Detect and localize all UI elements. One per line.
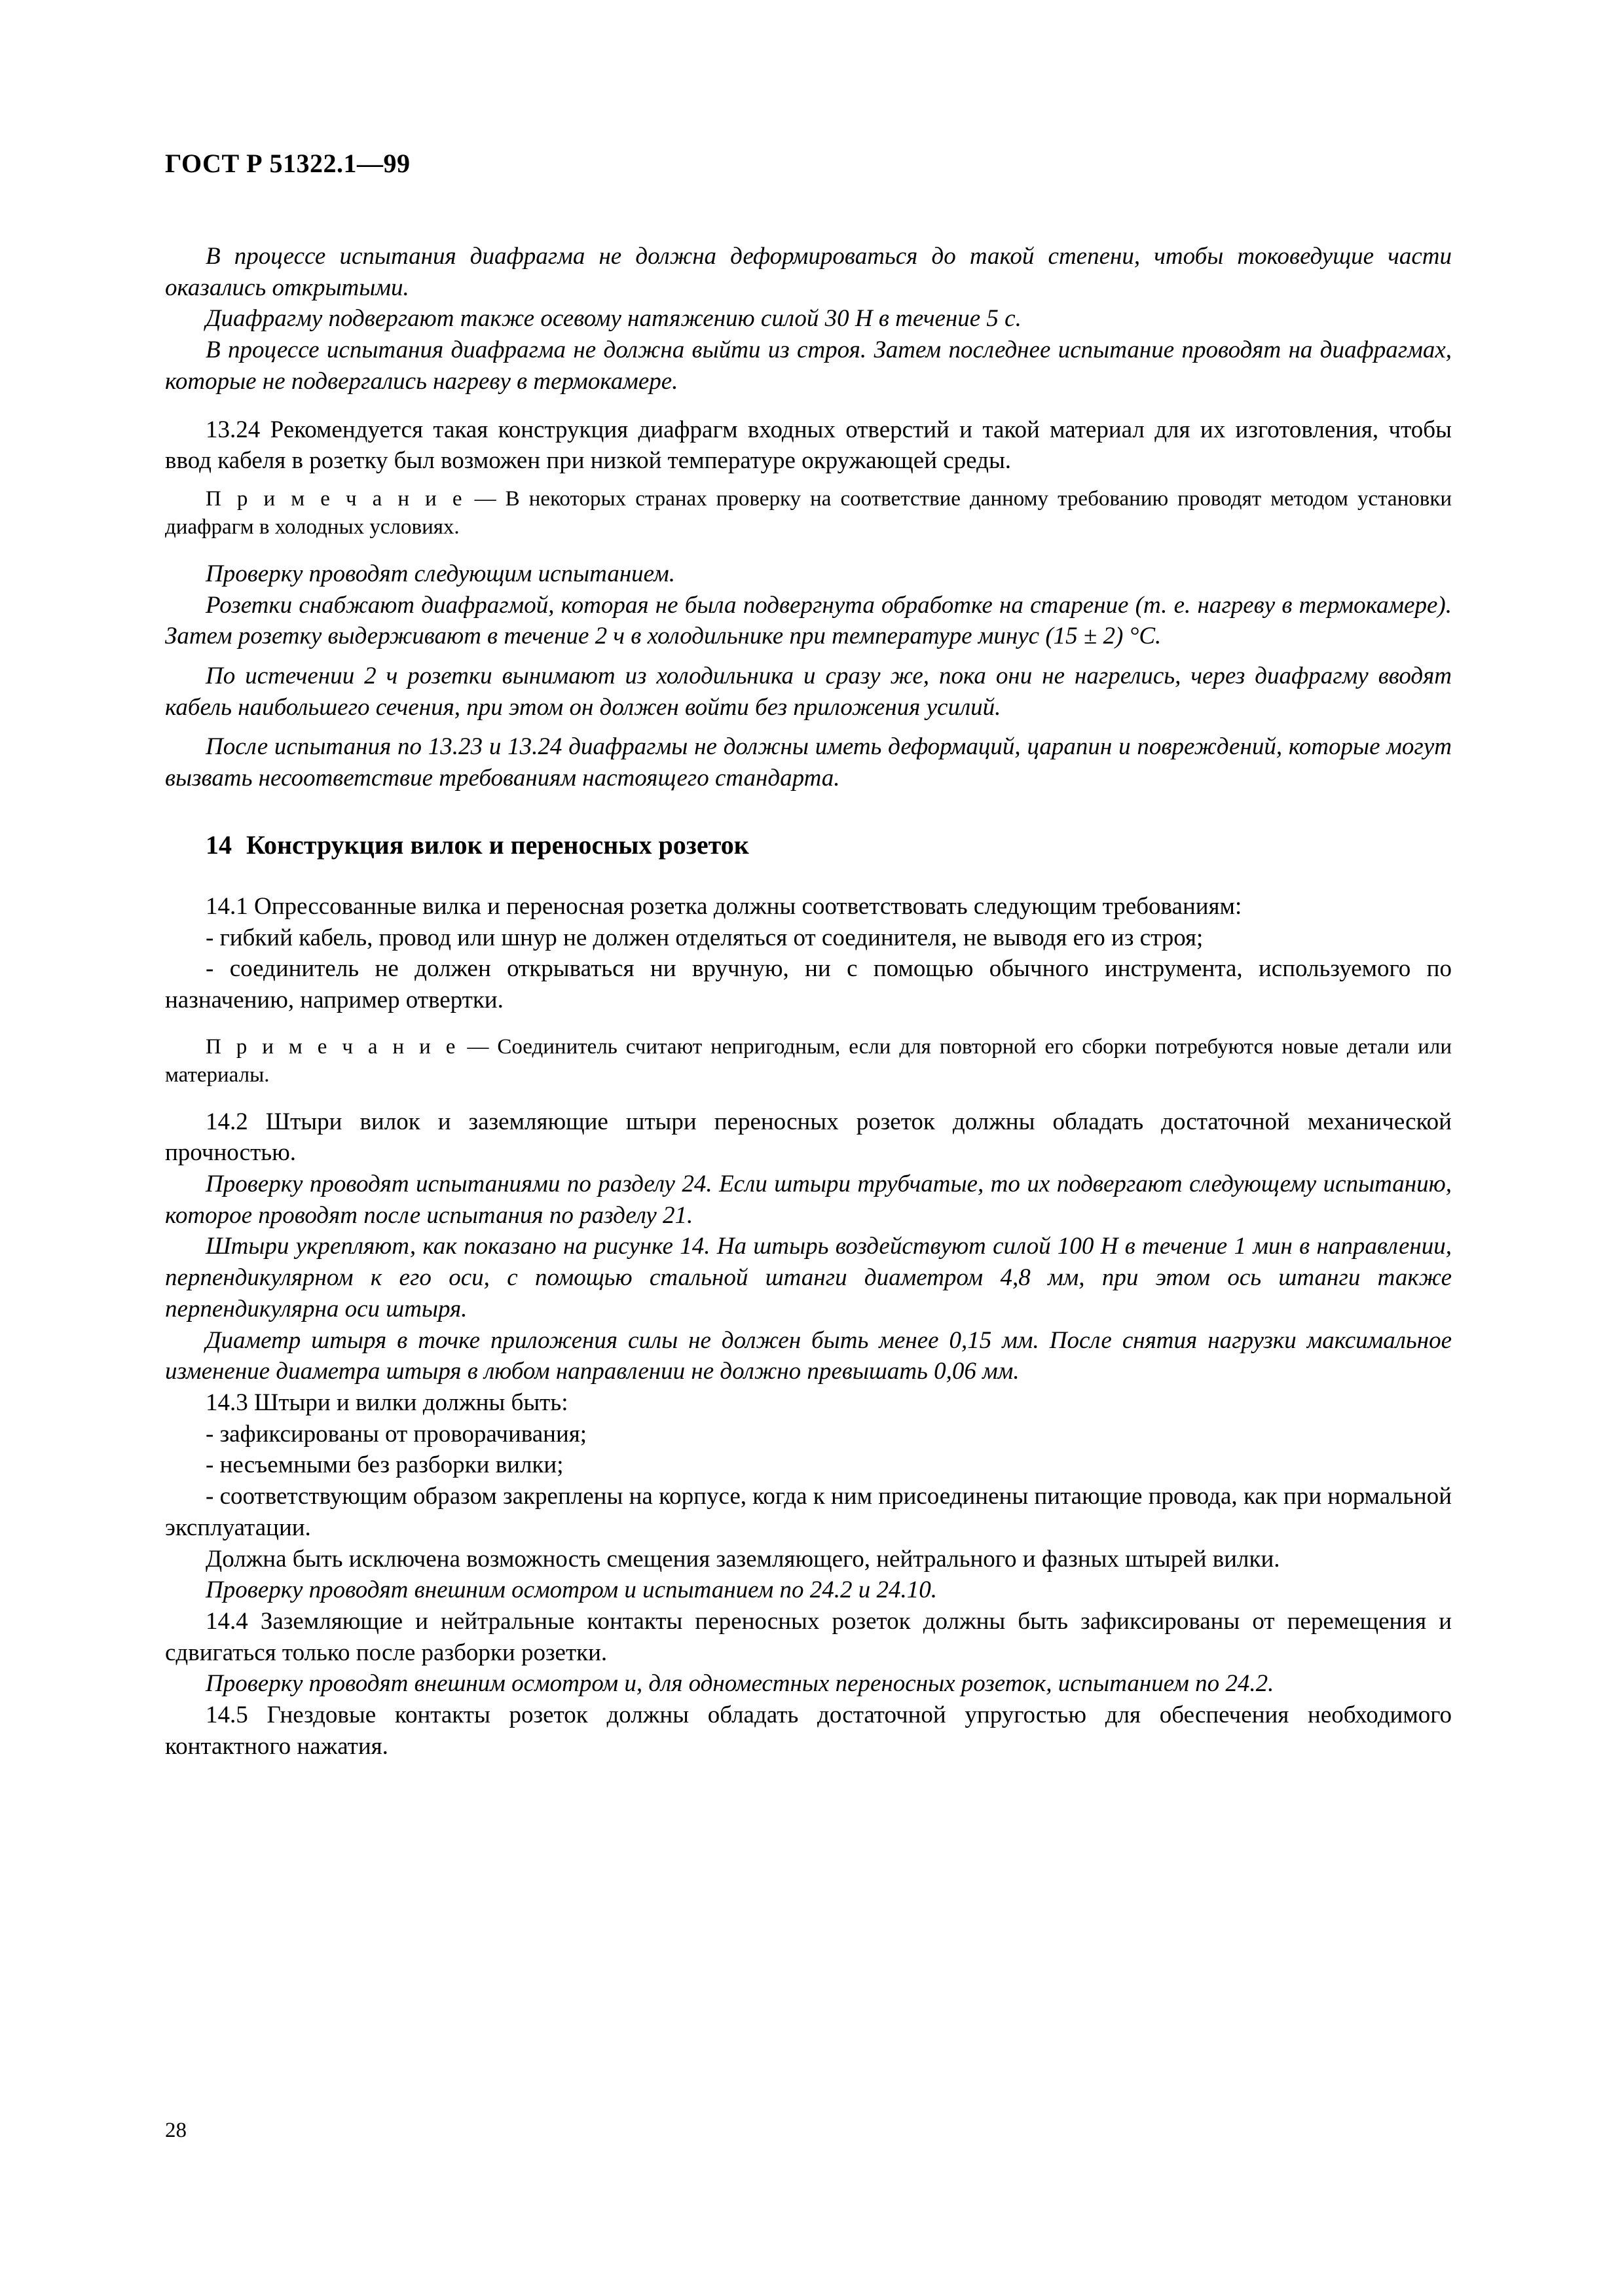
note-text: — Соединитель считают непригодным, если для повторной его сборки потребуются новые детали или материалы. — [165, 1034, 1452, 1087]
paragraph-socket-diaphragm-aging: Розетки снабжают диафрагмой, которая не была подвергнута обработке на старение (т. е. нагреву в термокамере). Затем розетку выдерживают в течение 2 ч в холодильнике при температуре минус (15 ± 2) °С. — [165, 591, 1452, 650]
clause-14-5: 14.5 Гнездовые контакты розеток должны обладать достаточной упругостью для обеспечения необходимого контактного нажатия. — [165, 1702, 1452, 1760]
list-item-flexible-cable: - гибкий кабель, провод или шнур не должен отделяться от соединителя, не выводя его из строя; — [206, 924, 1204, 951]
paragraph-check-section-24: Проверку проводят испытаниями по разделу 24. Если штыри трубчатые, то их подвергают следующему испытанию, которое проводят после испытания по разделу 21. — [165, 1170, 1452, 1229]
clause-14-2: 14.2 Штыри вилок и заземляющие штыри переносных розеток должны обладать достаточной механической прочностью. — [165, 1108, 1452, 1167]
paragraph-pin-diameter: Диаметр штыря в точке приложения силы не должен быть менее 0,15 мм. После снятия нагрузки максимальное изменение диаметра штыря в любом направлении не должно превышать 0,06 мм. — [165, 1326, 1452, 1385]
paragraph-after-test-damage: После испытания по 13.23 и 13.24 диафрагмы не должны иметь деформаций, царапин и повреждений, которые могут вызвать несоответствие требованиям настоящего стандарта. — [165, 733, 1452, 792]
page-number: 28 — [165, 2119, 187, 2142]
section-number: 14 — [206, 829, 232, 860]
paragraph-check-24-2-24-10: Проверку проводят внешним осмотром и испытанием по 24.2 и 24.10. — [206, 1576, 937, 1604]
paragraph-pin-fixing: Штыри укрепляют, как показано на рисунке 14. На штырь воздействуют силой 100 Н в течение 1 мин в направлении, перпендикулярном к его оси, с помощью стальной штанги диаметром 4,8 мм, при этом ось штанги также перпендикулярна оси штыря. — [165, 1233, 1452, 1322]
section-title-text: Конструкция вилок и переносных розеток — [246, 829, 749, 860]
note-label: П р и м е ч а н и е — [206, 1034, 459, 1059]
clause-14-3: 14.3 Штыри и вилки должны быть: — [206, 1389, 568, 1416]
paragraph-axial-tension: Диафрагму подвергают также осевому натяжению силой 30 Н в течение 5 с. — [206, 305, 1022, 333]
note-connector-unsuitable — [165, 1033, 1452, 1089]
paragraph-diaphragm-deformation: В процессе испытания диафрагма не должна деформироваться до такой степени, чтобы токоведущие части оказались открытыми. — [165, 243, 1452, 301]
clause-14-4: 14.4 Заземляющие и нейтральные контакты переносных розеток должны быть зафиксированы от перемещения и сдвигаться только после разборки розетки. — [165, 1608, 1452, 1666]
note-label: П р и м е ч а н и е — [206, 487, 466, 511]
paragraph-cable-insertion: По истечении 2 ч розетки вынимают из холодильника и сразу же, пока они не нагрелись, через диафрагму вводят кабель наибольшего сечения, при этом он должен войти без приложения усилий. — [165, 662, 1452, 721]
note-text: — В некоторых странах проверку на соответствие данному требованию проводят методом установки диафрагм в холодных условиях. — [165, 487, 1452, 539]
list-item-non-removable: - несъемными без разборки вилки; — [206, 1451, 564, 1479]
clause-13-24: 13.24 Рекомендуется такая конструкция диафрагм входных отверстий и такой материал для их изготовления, чтобы ввод кабеля в розетку был возможен при низкой температуре окружающей среды. — [165, 416, 1452, 475]
list-item-secured-body: - соответствующим образом закреплены на корпусе, когда к ним присоединены питающие провода, как при нормальной эксплуатации. — [165, 1483, 1452, 1541]
note-cold-conditions — [165, 485, 1452, 541]
page-content — [165, 149, 1452, 1762]
paragraph-check-method: Проверку проводят следующим испытанием. — [206, 560, 676, 587]
list-item-connector-opening: - соединитель не должен открываться ни вручную, ни с помощью обычного инструмента, используемого по назначению, например отвертки. — [165, 955, 1452, 1013]
paragraph-pin-displacement: Должна быть исключена возможность смещения заземляющего, нейтрального и фазных штырей вилки. — [206, 1545, 1280, 1573]
clause-14-1: 14.1 Опрессованные вилка и переносная розетка должны соответствовать следующим требованиям: — [206, 892, 1242, 920]
document-standard-number: ГОСТ Р 51322.1—99 — [165, 149, 411, 178]
paragraph-check-single-socket: Проверку проводят внешним осмотром и, для одноместных переносных розеток, испытанием по 24.2. — [206, 1670, 1274, 1698]
list-item-fixed-rotation: - зафиксированы от проворачивания; — [206, 1420, 587, 1448]
section-heading-14 — [165, 829, 1452, 861]
paragraph-test-failure: В процессе испытания диафрагма не должна выйти из строя. Затем последнее испытание проводят на диафрагмах, которые не подвергались нагреву в термокамере. — [165, 337, 1452, 395]
